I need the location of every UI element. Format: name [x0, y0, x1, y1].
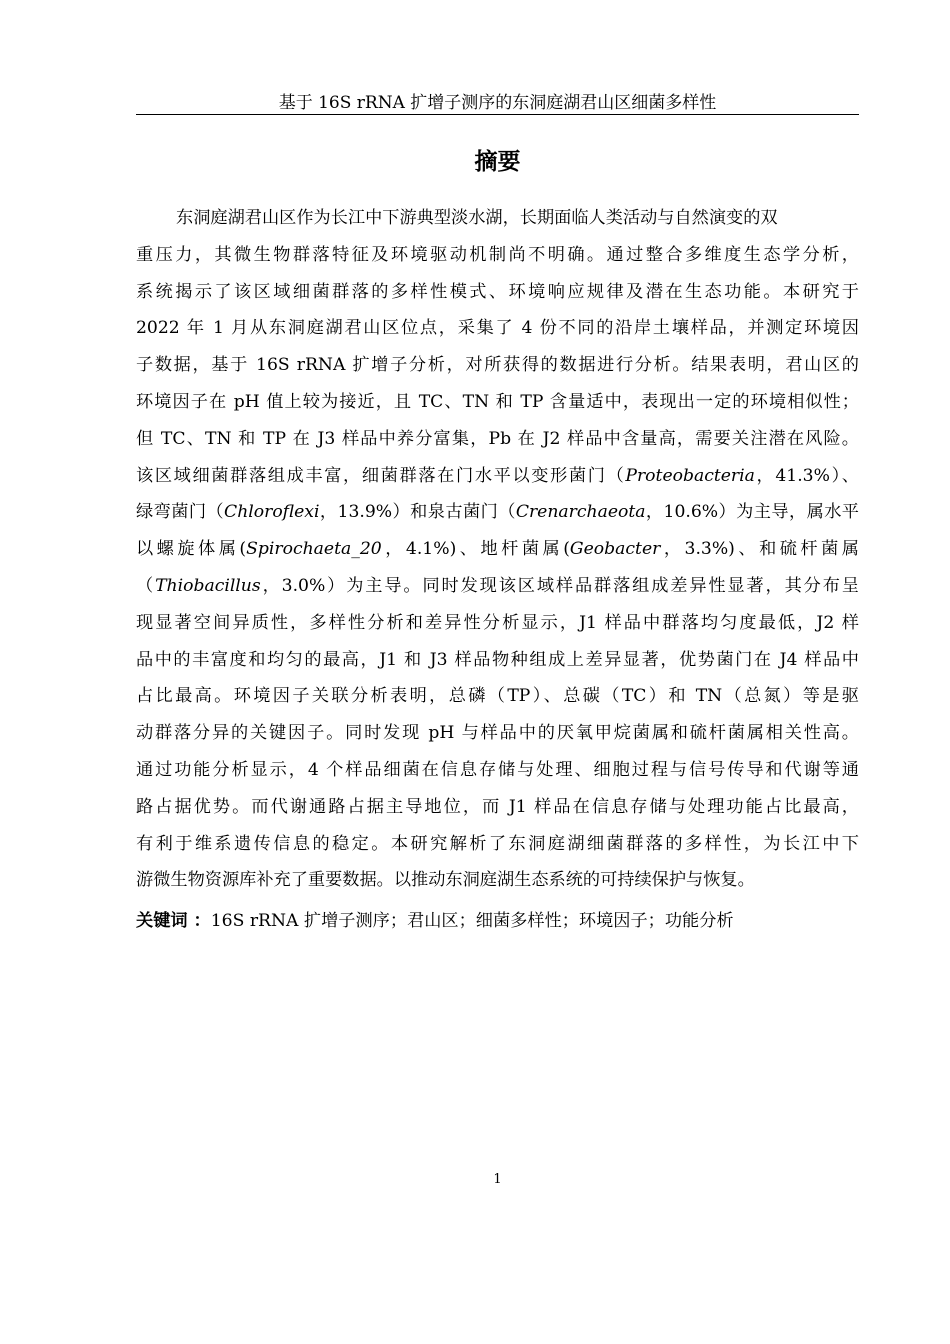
abstract-line: 游微生物资源库补充了重要数据。以推动东洞庭湖生态系统的可持续保护与恢复。: [136, 870, 755, 891]
abstract-line: 动群落分异的关键因子。同时发现 pH 与样品中的厌氧甲烷菌属和硫杆菌属相关性高。: [136, 723, 859, 744]
abstract-line: 有利于维系遗传信息的稳定。本研究解析了东洞庭湖细菌群落的多样性，为长江中下: [136, 833, 859, 854]
abstract-line: 重压力，其微生物群落特征及环境驱动机制尚不明确。通过整合多维度生态学分析，: [136, 244, 859, 265]
keywords: [136, 905, 859, 937]
abstract-line: 占比最高。环境因子关联分析表明，总磷（TP）、总碳（TC）和 TN（总氮）等是驱: [136, 686, 859, 707]
taxon-name: Proteobacteria: [625, 465, 755, 486]
abstract-line: 品中的丰富度和均匀的最高，J1 和 J3 样品物种组成上差异显著，优势菌门在 J4 样品中: [136, 649, 859, 670]
taxon-name: Geobacter: [569, 539, 661, 560]
taxon-name: Chloroflexi: [224, 502, 320, 523]
abstract-line: 该区域细菌群落组成丰富，细菌群落在门水平以变形菌门（Proteobacteria，41.3%）、: [136, 465, 859, 486]
taxon-name: Spirochaeta_20: [246, 539, 382, 560]
page-number: 1: [493, 1172, 502, 1187]
taxon-name: Thiobacillus: [155, 575, 261, 596]
abstract-line: 通过功能分析显示，4 个样品细菌在信息存储与处理、细胞过程与信号传导和代谢等通: [136, 759, 859, 780]
abstract-body: [136, 200, 859, 899]
abstract-line: 东洞庭湖君山区作为长江中下游典型淡水湖，长期面临人类活动与自然演变的双: [176, 208, 778, 228]
abstract-line: 现显著空间异质性，多样性分析和差异性分析显示，J1 样品中群落均匀度最低，J2 样: [136, 612, 859, 633]
abstract-line: 系统揭示了该区域细菌群落的多样性模式、环境响应规律及潜在生态功能。本研究于: [136, 281, 859, 302]
running-header: 基于 16S rRNA 扩增子测序的东洞庭湖君山区细菌多样性: [278, 93, 717, 113]
taxon-name: Crenarchaeota: [515, 502, 646, 523]
abstract-line: 2022 年 1 月从东洞庭湖君山区位点，采集了 4 份不同的沿岸土壤样品，并测定环境因: [136, 318, 859, 339]
keywords-text: 16S rRNA 扩增子测序；君山区；细菌多样性；环境因子；功能分析: [210, 911, 734, 931]
abstract-line: 绿弯菌门（Chloroflexi，13.9%）和泉古菌门（Crenarchaeota，10.6%）为主导，属水平: [136, 502, 859, 523]
abstract-line: 子数据，基于 16S rRNA 扩增子分析，对所获得的数据进行分析。结果表明，君山区的: [136, 355, 859, 376]
keywords-label: 关键词 ：: [136, 911, 211, 931]
abstract-line: 环境因子在 pH 值上较为接近，且 TC、TN 和 TP 含量适中，表现出一定的环境相似性；: [136, 391, 859, 412]
header-rule: [136, 114, 859, 115]
abstract-heading: 摘要: [474, 149, 521, 175]
abstract-line: 但 TC、TN 和 TP 在 J3 样品中养分富集，Pb 在 J2 样品中含量高，需要关注潜在风险。: [136, 428, 859, 449]
abstract-line: 以螺旋体属(Spirochaeta_20，4.1%)、地杆菌属(Geobacter，3.3%)、和硫杆菌属: [136, 539, 859, 560]
abstract-line: 路占据优势。而代谢通路占据主导地位，而 J1 样品在信息存储与处理功能占比最高，: [136, 796, 859, 817]
abstract-line: （Thiobacillus，3.0%）为主导。同时发现该区域样品群落组成差异性显著，其分布呈: [136, 575, 859, 596]
